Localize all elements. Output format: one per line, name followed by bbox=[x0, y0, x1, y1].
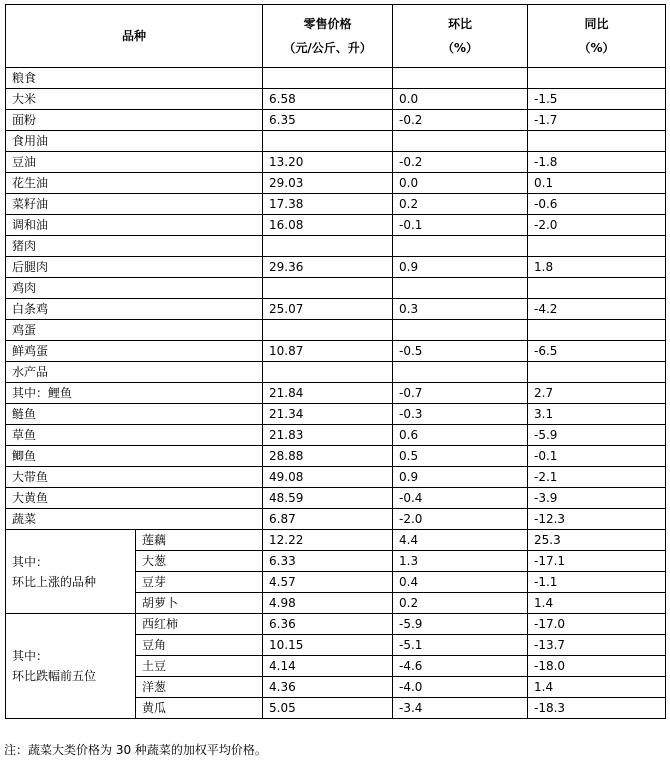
price-cell: 4.14 bbox=[263, 656, 393, 677]
price-cell bbox=[263, 362, 393, 383]
price-cell: 5.05 bbox=[263, 698, 393, 719]
mom-cell: 0.9 bbox=[393, 257, 528, 278]
header-yoy-unit: （%） bbox=[578, 41, 615, 55]
mom-cell: -0.3 bbox=[393, 404, 528, 425]
variety-cell: 面粉 bbox=[6, 110, 263, 131]
variety-cell: 鲜鸡蛋 bbox=[6, 341, 263, 362]
header-yoy-title: 同比 bbox=[584, 17, 609, 31]
price-cell: 25.07 bbox=[263, 299, 393, 320]
mom-cell: -5.1 bbox=[393, 635, 528, 656]
table-row bbox=[6, 152, 666, 173]
mom-cell: -5.9 bbox=[393, 614, 528, 635]
mom-cell bbox=[393, 68, 528, 89]
variety-cell: 胡萝卜 bbox=[136, 593, 263, 614]
group-label-line1: 其中： bbox=[12, 649, 49, 663]
yoy-cell: -1.5 bbox=[528, 89, 666, 110]
mom-cell: -0.4 bbox=[393, 488, 528, 509]
yoy-cell bbox=[528, 68, 666, 89]
price-cell: 4.36 bbox=[263, 677, 393, 698]
variety-cell: 草鱼 bbox=[6, 425, 263, 446]
price-cell: 4.98 bbox=[263, 593, 393, 614]
yoy-cell: 25.3 bbox=[528, 530, 666, 551]
table-row bbox=[6, 446, 666, 467]
yoy-cell: -1.7 bbox=[528, 110, 666, 131]
variety-cell: 黄瓜 bbox=[136, 698, 263, 719]
yoy-cell bbox=[528, 320, 666, 341]
mom-cell: -2.0 bbox=[393, 509, 528, 530]
price-cell bbox=[263, 320, 393, 341]
mom-cell: 1.3 bbox=[393, 551, 528, 572]
variety-cell: 粮食 bbox=[6, 68, 263, 89]
table-row bbox=[6, 110, 666, 131]
price-cell: 21.34 bbox=[263, 404, 393, 425]
table-body bbox=[6, 68, 666, 719]
header-mom-unit: （%） bbox=[442, 41, 479, 55]
yoy-cell: 1.4 bbox=[528, 677, 666, 698]
variety-cell: 鲫鱼 bbox=[6, 446, 263, 467]
yoy-cell: 1.8 bbox=[528, 257, 666, 278]
yoy-cell: 3.1 bbox=[528, 404, 666, 425]
mom-cell: 0.0 bbox=[393, 89, 528, 110]
mom-cell bbox=[393, 236, 528, 257]
yoy-cell: 2.7 bbox=[528, 383, 666, 404]
variety-cell: 其中：鲤鱼 bbox=[6, 383, 263, 404]
table-row bbox=[6, 341, 666, 362]
price-cell: 29.36 bbox=[263, 257, 393, 278]
variety-cell: 鲢鱼 bbox=[6, 404, 263, 425]
variety-cell: 食用油 bbox=[6, 131, 263, 152]
yoy-cell: -5.9 bbox=[528, 425, 666, 446]
mom-cell: 0.5 bbox=[393, 446, 528, 467]
variety-cell: 豆芽 bbox=[136, 572, 263, 593]
variety-cell: 水产品 bbox=[6, 362, 263, 383]
yoy-cell: -18.3 bbox=[528, 698, 666, 719]
yoy-cell: -18.0 bbox=[528, 656, 666, 677]
price-cell: 21.83 bbox=[263, 425, 393, 446]
table-row bbox=[6, 236, 666, 257]
price-cell: 16.08 bbox=[263, 215, 393, 236]
mom-cell: 0.3 bbox=[393, 299, 528, 320]
price-cell: 49.08 bbox=[263, 467, 393, 488]
group-label-line1: 其中： bbox=[12, 554, 49, 569]
mom-cell: -4.0 bbox=[393, 677, 528, 698]
table-row bbox=[6, 131, 666, 152]
yoy-cell: 0.1 bbox=[528, 173, 666, 194]
yoy-cell: -13.7 bbox=[528, 635, 666, 656]
table-row bbox=[6, 425, 666, 446]
yoy-cell: -12.3 bbox=[528, 509, 666, 530]
price-cell bbox=[263, 278, 393, 299]
variety-cell: 鸡蛋 bbox=[6, 320, 263, 341]
mom-cell bbox=[393, 320, 528, 341]
mom-cell: -0.2 bbox=[393, 110, 528, 131]
price-cell bbox=[263, 236, 393, 257]
header-price-title: 零售价格 bbox=[303, 17, 352, 31]
table-row bbox=[6, 173, 666, 194]
table-row bbox=[6, 530, 666, 551]
yoy-cell: -0.1 bbox=[528, 446, 666, 467]
yoy-cell: -1.8 bbox=[528, 152, 666, 173]
mom-cell: 0.2 bbox=[393, 194, 528, 215]
table-row bbox=[6, 320, 666, 341]
yoy-cell: -17.0 bbox=[528, 614, 666, 635]
table-row bbox=[6, 257, 666, 278]
header-mom bbox=[393, 5, 528, 68]
variety-cell: 土豆 bbox=[136, 656, 263, 677]
price-cell: 6.58 bbox=[263, 89, 393, 110]
mom-cell bbox=[393, 362, 528, 383]
yoy-cell: -1.1 bbox=[528, 572, 666, 593]
header-mom-title: 环比 bbox=[448, 17, 473, 31]
variety-cell: 洋葱 bbox=[136, 677, 263, 698]
variety-cell: 大米 bbox=[6, 89, 263, 110]
mom-cell: -0.5 bbox=[393, 341, 528, 362]
footnote: 注：蔬菜大类价格为 30 种蔬菜的加权平均价格。 bbox=[4, 743, 267, 757]
table-row bbox=[6, 488, 666, 509]
table-row bbox=[6, 467, 666, 488]
header-row bbox=[6, 5, 666, 68]
price-cell: 21.84 bbox=[263, 383, 393, 404]
yoy-cell bbox=[528, 131, 666, 152]
group-label-line2: 环比跌幅前五位 bbox=[12, 669, 97, 683]
mom-cell: -0.2 bbox=[393, 152, 528, 173]
header-price bbox=[263, 5, 393, 68]
group-label bbox=[6, 614, 136, 719]
variety-cell: 后腿肉 bbox=[6, 257, 263, 278]
table-row bbox=[6, 509, 666, 530]
yoy-cell bbox=[528, 362, 666, 383]
mom-cell bbox=[393, 131, 528, 152]
table-row bbox=[6, 362, 666, 383]
mom-cell: 4.4 bbox=[393, 530, 528, 551]
header-variety: 品种 bbox=[6, 5, 263, 68]
yoy-cell: -4.2 bbox=[528, 299, 666, 320]
table-row bbox=[6, 194, 666, 215]
mom-cell: 0.0 bbox=[393, 173, 528, 194]
yoy-cell bbox=[528, 236, 666, 257]
yoy-cell: -17.1 bbox=[528, 551, 666, 572]
price-cell: 13.20 bbox=[263, 152, 393, 173]
table-row bbox=[6, 404, 666, 425]
price-cell: 17.38 bbox=[263, 194, 393, 215]
variety-cell: 蔬菜 bbox=[6, 509, 263, 530]
mom-cell: -0.7 bbox=[393, 383, 528, 404]
variety-cell: 大带鱼 bbox=[6, 467, 263, 488]
yoy-cell: 1.4 bbox=[528, 593, 666, 614]
price-cell: 10.15 bbox=[263, 635, 393, 656]
table-row bbox=[6, 278, 666, 299]
price-cell: 29.03 bbox=[263, 173, 393, 194]
price-cell: 10.87 bbox=[263, 341, 393, 362]
variety-cell: 西红柿 bbox=[136, 614, 263, 635]
mom-cell: -3.4 bbox=[393, 698, 528, 719]
variety-cell: 调和油 bbox=[6, 215, 263, 236]
price-cell: 4.57 bbox=[263, 572, 393, 593]
table-row bbox=[6, 215, 666, 236]
yoy-cell: -0.6 bbox=[528, 194, 666, 215]
mom-cell: 0.4 bbox=[393, 572, 528, 593]
price-cell: 28.88 bbox=[263, 446, 393, 467]
mom-cell: -4.6 bbox=[393, 656, 528, 677]
price-cell bbox=[263, 68, 393, 89]
mom-cell: 0.2 bbox=[393, 593, 528, 614]
mom-cell: 0.9 bbox=[393, 467, 528, 488]
variety-cell: 白条鸡 bbox=[6, 299, 263, 320]
yoy-cell: -6.5 bbox=[528, 341, 666, 362]
variety-cell: 豆角 bbox=[136, 635, 263, 656]
variety-cell: 大葱 bbox=[136, 551, 263, 572]
variety-cell: 菜籽油 bbox=[6, 194, 263, 215]
variety-cell: 花生油 bbox=[6, 173, 263, 194]
variety-cell: 猪肉 bbox=[6, 236, 263, 257]
price-table bbox=[5, 4, 666, 719]
price-cell: 6.35 bbox=[263, 110, 393, 131]
variety-cell: 莲藕 bbox=[136, 530, 263, 551]
price-cell: 12.22 bbox=[263, 530, 393, 551]
mom-cell: -0.1 bbox=[393, 215, 528, 236]
yoy-cell bbox=[528, 278, 666, 299]
group-label-line2: 环比上涨的品种 bbox=[12, 574, 97, 589]
yoy-cell: -2.0 bbox=[528, 215, 666, 236]
variety-cell: 豆油 bbox=[6, 152, 263, 173]
price-cell: 6.36 bbox=[263, 614, 393, 635]
price-cell: 6.87 bbox=[263, 509, 393, 530]
table-row bbox=[6, 299, 666, 320]
yoy-cell: -3.9 bbox=[528, 488, 666, 509]
price-cell bbox=[263, 131, 393, 152]
table-row bbox=[6, 383, 666, 404]
variety-cell: 大黄鱼 bbox=[6, 488, 263, 509]
table-row bbox=[6, 68, 666, 89]
group-label bbox=[6, 530, 136, 614]
yoy-cell: -2.1 bbox=[528, 467, 666, 488]
table-row bbox=[6, 89, 666, 110]
header-yoy bbox=[528, 5, 666, 68]
price-cell: 6.33 bbox=[263, 551, 393, 572]
header-price-unit: （元/公斤、升） bbox=[283, 41, 372, 55]
mom-cell: 0.6 bbox=[393, 425, 528, 446]
variety-cell: 鸡肉 bbox=[6, 278, 263, 299]
price-cell: 48.59 bbox=[263, 488, 393, 509]
mom-cell bbox=[393, 278, 528, 299]
table-row bbox=[6, 614, 666, 635]
